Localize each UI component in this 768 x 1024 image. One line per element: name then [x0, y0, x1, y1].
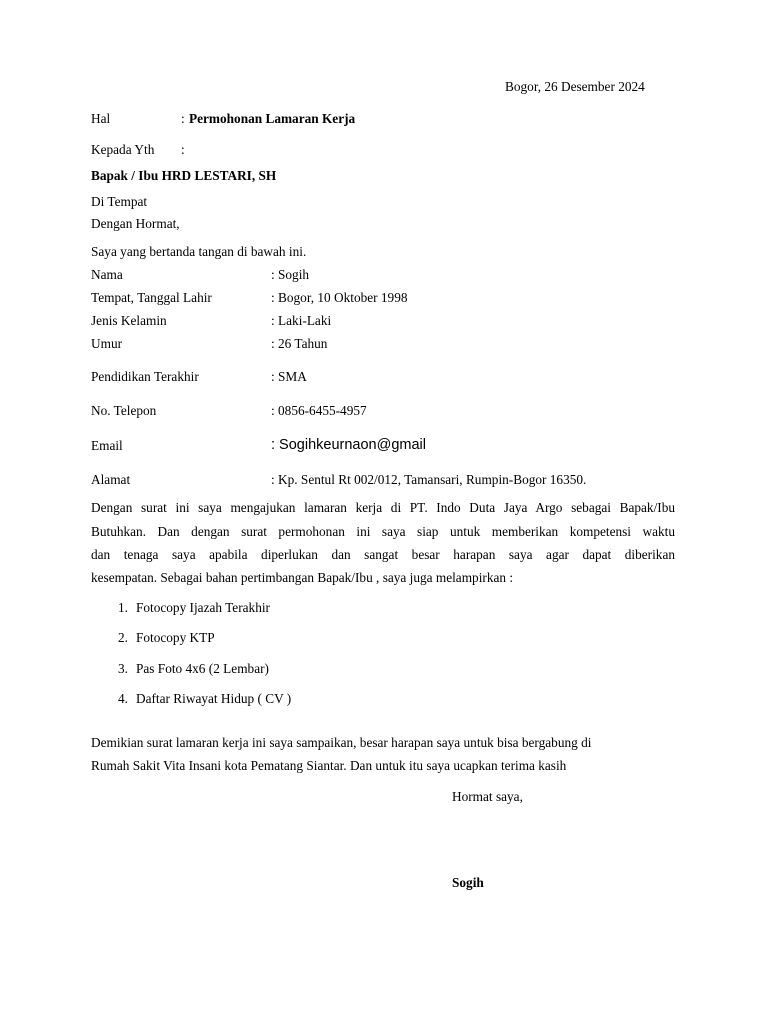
subject-value: Permohonan Lamaran Kerja — [189, 111, 356, 126]
detail-value: : Sogih — [271, 267, 310, 282]
detail-label: Pendidikan Terakhir — [91, 369, 199, 384]
subject-colon: : — [181, 111, 185, 126]
detail-value: : SMA — [271, 369, 307, 384]
addressee-label: Kepada Yth — [91, 142, 155, 157]
list-item: Fotocopy KTP — [136, 630, 215, 645]
paragraph-line: Dengan surat ini saya mengajukan lamaran kerja di PT. Indo Duta Jaya Argo sebagai Bapak/Ibu — [91, 500, 675, 515]
list-item: Fotocopy Ijazah Terakhir — [136, 600, 270, 615]
detail-value: : 0856-6455-4957 — [271, 403, 367, 418]
detail-label: Umur — [91, 336, 123, 351]
signature-name: Sogih — [452, 875, 484, 890]
paragraph-line: Rumah Sakit Vita Insani kota Pematang Siantar. Dan untuk itu saya ucapkan terima kasih — [91, 758, 567, 773]
detail-label: Alamat — [91, 472, 131, 487]
detail-label: Email — [91, 438, 123, 453]
detail-label: Tempat, Tanggal Lahir — [91, 290, 212, 305]
detail-label: Nama — [91, 267, 123, 282]
detail-value: : Kp. Sentul Rt 002/012, Tamansari, Rumpin-Bogor 16350. — [271, 472, 587, 487]
list-item: Daftar Riwayat Hidup ( CV ) — [136, 691, 292, 706]
paragraph-line: kesempatan. Sebagai bahan pertimbangan Bapak/Ibu , saya juga melampirkan : — [91, 570, 514, 585]
paragraph-line: dan tenaga saya apabila diperlukan dan sangat besar harapan saya agar dapat diberikan — [91, 547, 675, 562]
list-number: 4. — [118, 691, 128, 706]
addressee-colon: : — [181, 142, 185, 157]
date-line: Bogor, 26 Desember 2024 — [505, 79, 645, 94]
detail-label: Jenis Kelamin — [91, 313, 167, 328]
intro-line: Saya yang bertanda tangan di bawah ini. — [91, 244, 307, 259]
detail-value: : Sogihkeurnaon@gmail — [271, 437, 426, 453]
detail-value: : 26 Tahun — [271, 336, 328, 351]
detail-value: : Bogor, 10 Oktober 1998 — [271, 290, 408, 305]
list-number: 1. — [118, 600, 128, 615]
paragraph-line: Butuhkan. Dan dengan surat permohonan ini saya siap untuk memberikan kompetensi waktu — [91, 524, 675, 539]
sign-off: Hormat saya, — [452, 789, 523, 804]
addressee-name: Bapak / Ibu HRD LESTARI, SH — [91, 168, 277, 183]
subject-label: Hal — [91, 111, 111, 126]
list-item: Pas Foto 4x6 (2 Lembar) — [136, 661, 269, 676]
greeting: Dengan Hormat, — [91, 216, 180, 231]
list-number: 2. — [118, 630, 128, 645]
addressee-place: Di Tempat — [91, 194, 148, 209]
list-number: 3. — [118, 661, 128, 676]
paragraph-line: Demikian surat lamaran kerja ini saya sampaikan, besar harapan saya untuk bisa bergabung di — [91, 735, 592, 750]
detail-value: : Laki-Laki — [271, 313, 332, 328]
detail-label: No. Telepon — [91, 403, 157, 418]
